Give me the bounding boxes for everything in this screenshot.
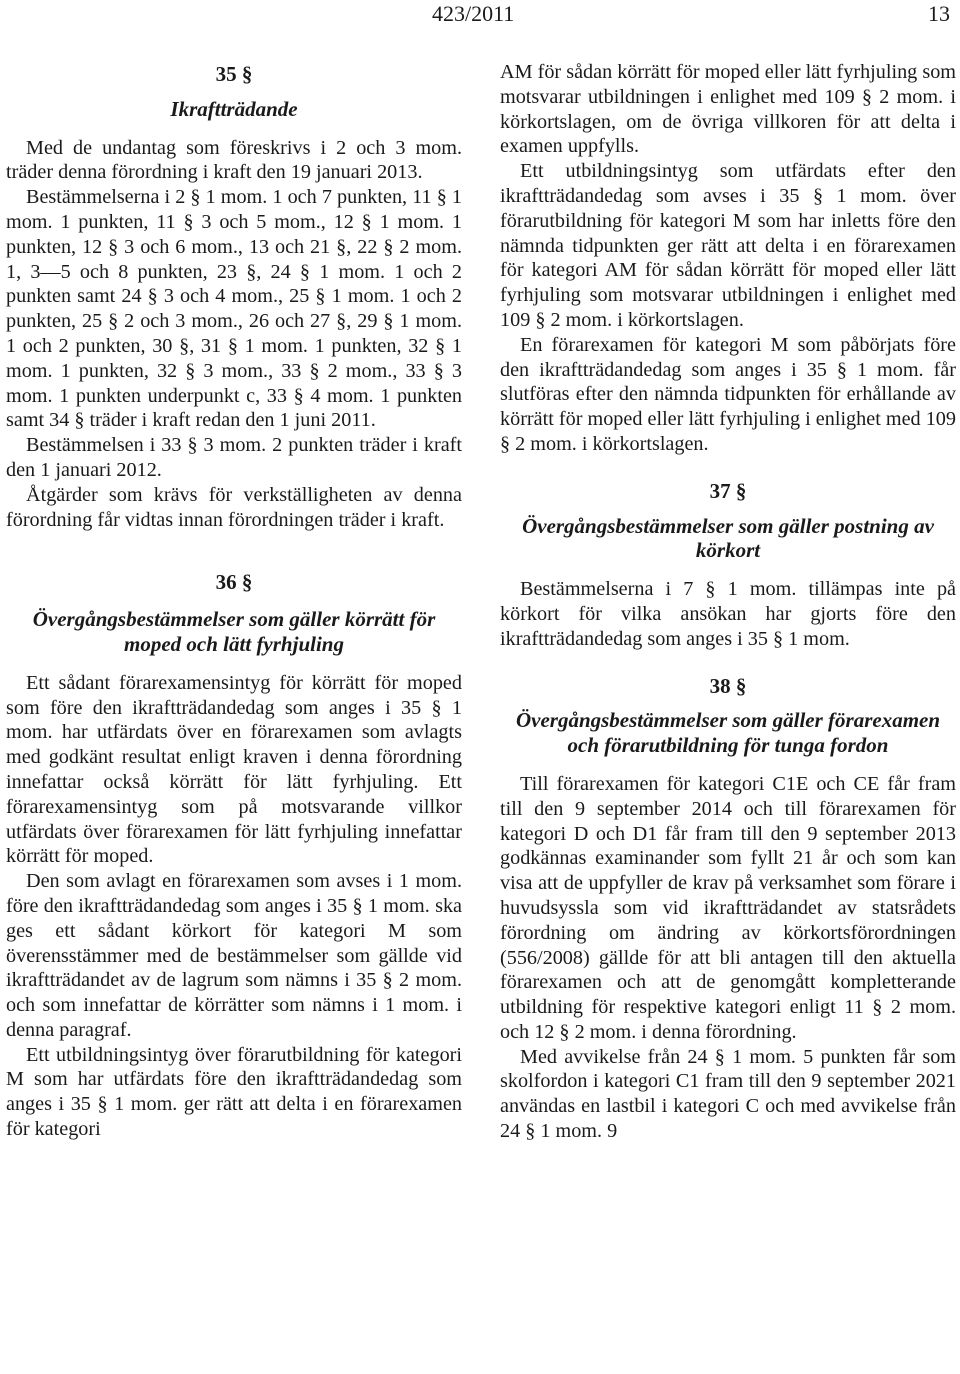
page-header: [0, 0, 960, 30]
left-column: [6, 60, 462, 1142]
section-38-paragraph-2: Med avvikelse från 24 § 1 mom. 5 punkten får som skolfordon i kategori C1 fram till den 9 september 2021 användas en lastbil i kategori C och med avvikelse från 24 § 1 mom. 9: [500, 1045, 956, 1143]
section-35-heading: 35 §: [215, 62, 253, 86]
section-38-heading: 38 §: [709, 673, 747, 698]
section-35-paragraph-3: Bestämmelsen i 33 § 3 mom. 2 punkten träder i kraft den 1 januari 2012.: [6, 434, 462, 481]
section-38-title: Övergångsbestämmelser som gäller förarexamen och förarutbildning för tunga fordon: [515, 708, 941, 758]
section-36-continuation-paragraph-2: Ett utbildningsintyg som utfärdats efter den ikraftträdandedag som avses i 35 § 1 mom. över förarutbildning för kategori M som har inletts före den nämnda tidpunkten ger rätt att delta i en förarexamen för kategori AM för sådan körrätt för moped eller lätt fyrhjuling som motsvarar utbildningen i enlighet med 109 § 2 mom. i körkortslagen.: [500, 160, 956, 331]
section-37-title: Övergångsbestämmelser som gäller postning av körkort: [522, 513, 934, 563]
page-number: 13: [928, 1, 950, 26]
section-36-continuation-paragraph-3: En förarexamen för kategori M som påbörjats före den ikraftträdandedag som anges i 35 § 1 mom. får slutföras efter den nämnda tidpunkten för erhållande av körrätt för moped eller lätt fyrhjuling i enlighet med 109 § 2 mom. i körkortslagen.: [500, 333, 956, 455]
section-37-heading: 37 §: [709, 478, 747, 503]
section-36-title: Övergångsbestämmelser som gäller körrätt för moped och lätt fyrhjuling: [32, 607, 436, 656]
section-36-paragraph-2: Den som avlagt en förarexamen som avses i 1 mom. före den ikraftträdandedag som anges i 35 § 1 mom. ska ges ett sådant körkort för kategori M som överensstämmer med de bestämmelser som gällde vid ikraftträdandet av de lagrum som nämns i 35 § 2 mom. och som innefattar de körrätter som nämns i 1 mom. i denna paragraf.: [6, 870, 462, 1041]
section-35-paragraph-1: Med de undantag som föreskrivs i 2 och 3 mom. träder denna förordning i kraft den 19 januari 2013.: [6, 136, 462, 184]
section-37-paragraph-1: Bestämmelserna i 7 § 1 mom. tillämpas inte på körkort för vilka ansökan har gjorts före den ikraftträdandedag som anges i 35 § 1 mom.: [500, 578, 956, 650]
section-36-paragraph-1: Ett sådant förarexamensintyg för körrätt för moped som före den ikraftträdandedag som anges i 35 § 1 mom. har utfärdats över en förarexamen som avlagts med godkänt resultat enligt kraven i denna förordning innefattar också körrätt för lätt fyrhjuling. Ett förarexamensintyg som på motsvarande villkor utfärdats över förarexamen för lätt fyrhjuling innefattar körrätt för moped.: [6, 671, 462, 868]
section-36-heading: 36 §: [215, 570, 253, 595]
document-number: 423/2011: [432, 1, 515, 26]
section-38-paragraph-1: Till förarexamen för kategori C1E och CE får fram till den 9 september 2014 och till förarexamen för kategori D och D1 får fram till den 9 september 2013 godkännas examinander som fyllt 21 år och som kan visa att de uppfyller de krav på verksamhet som förare i huvudsyssla som vid ikraftträdandet av statsrådets förordning om ändring av körkortsförordningen (556/2008) gällde för att bli antagen till den aktuella förarexamen och att de genomgått kompletterande utbildning för respektive kategori enligt 11 § 2 mom. och 12 § 2 mom. i denna förordning.: [500, 772, 956, 1043]
right-column: [500, 60, 956, 1144]
section-36-continuation-paragraph-1: AM för sådan körrätt för moped eller lätt fyrhjuling som motsvarar utbildningen i enlighet med 109 § 2 mom. i körkortslagen, om de övriga villkoren för att delta i examen uppfylls.: [500, 61, 956, 158]
section-35-paragraph-4: Åtgärder som krävs för verkställigheten av denna förordning får vidtas innan förordningen träder i kraft.: [6, 483, 462, 531]
section-35-title: Ikraftträdande: [170, 96, 298, 121]
section-35-paragraph-2: Bestämmelserna i 2 § 1 mom. 1 och 7 punkten, 11 § 1 mom. 1 punkten, 11 § 3 och 5 mom., 12 § 1 mom. 1 punkten, 12 § 3 och 6 mom., 13 och 21 §, 22 § 2 mom. 1, 3—5 och 8 punkten, 23 §, 24 § 1 mom. 1 och 2 punkten samt 24 § 3 och 4 mom., 25 § 1 mom. 1 och 2 punkten, 25 § 2 och 3 mom., 26 och 27 §, 29 § 1 mom. 1 och 2 punkten, 30 §, 31 § 1 mom. 1 punkten, 32 § 1 mom. 1 punkten, 32 § 3 mom., 33 § 2 mom., 33 § 3 mom. 1 punkten underpunkt c, 33 § 4 mom. 1 punkten samt 34 § träder i kraft redan den 1 juni 2011.: [6, 186, 462, 432]
section-36-paragraph-3: Ett utbildningsintyg över förarutbildning för kategori M som har utfärdats före den ikraftträdandedag som anges i 35 § 1 mom. ger rätt att delta i en förarexamen för kategori: [6, 1043, 462, 1141]
